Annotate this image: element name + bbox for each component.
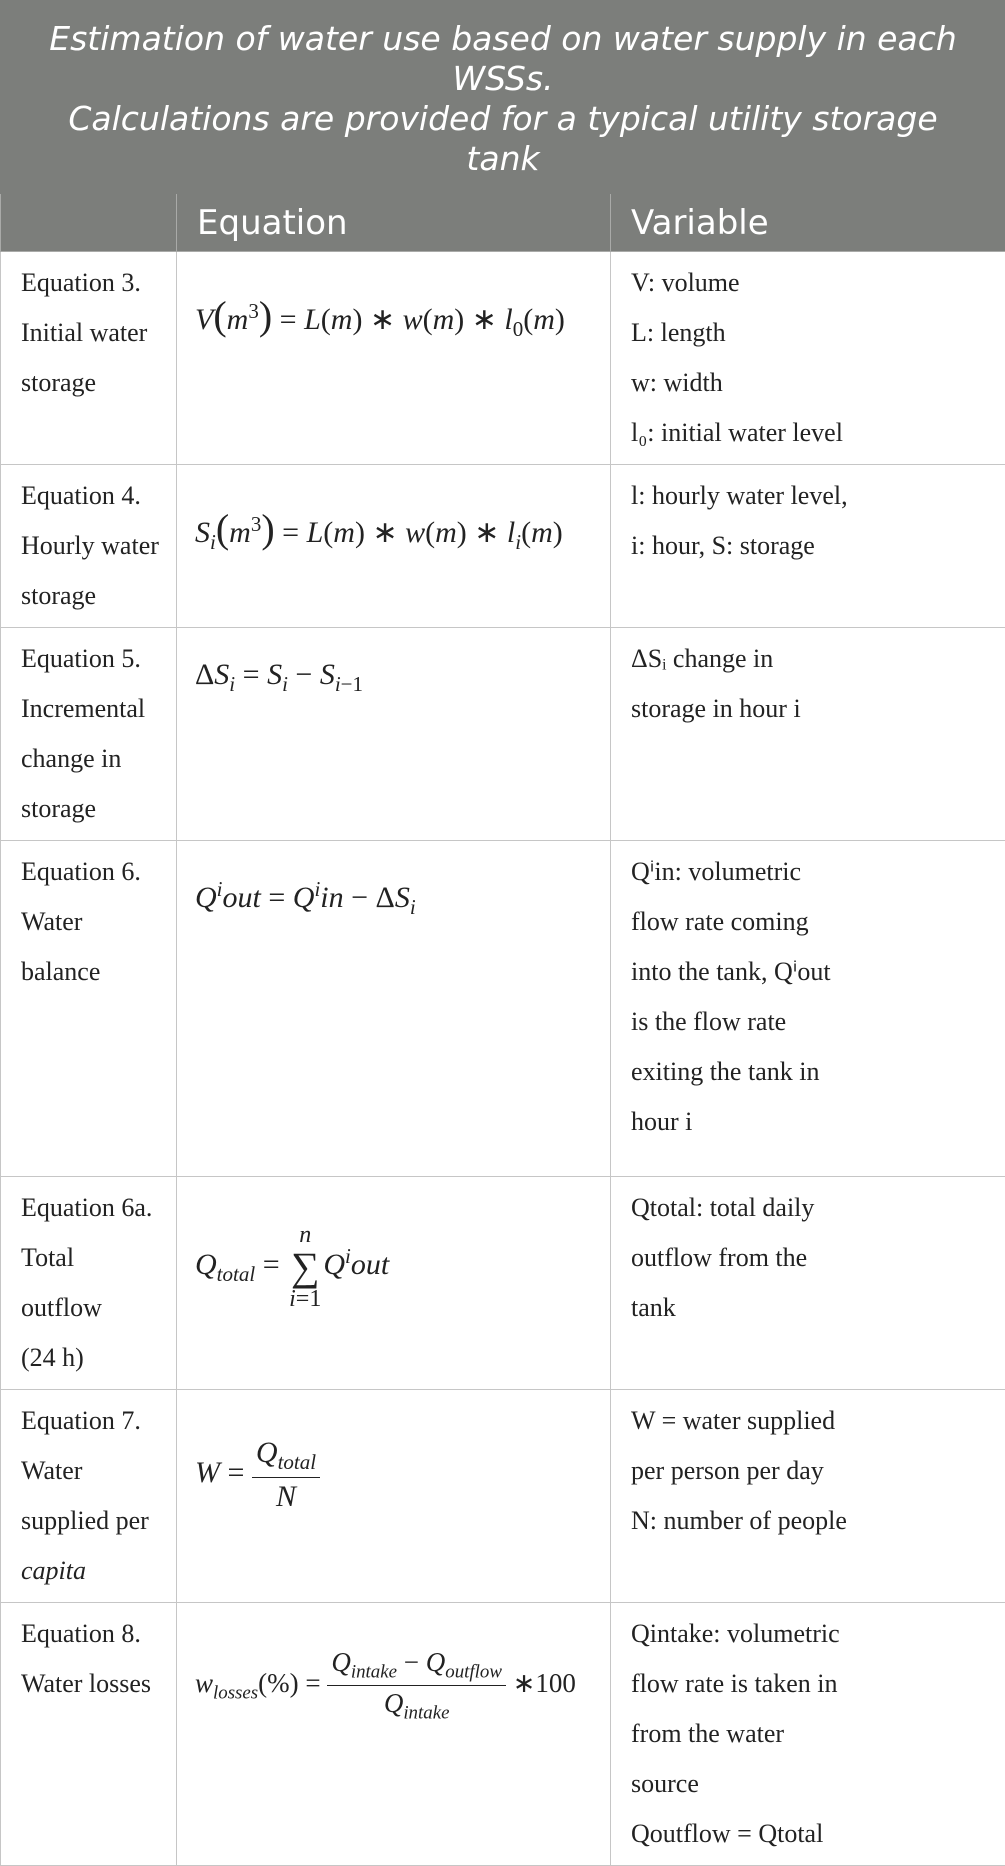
label-line: Hourly water [21,521,160,571]
variable-line: l: hourly water level, [631,471,995,521]
equation-formula: W = $\frac{Q_{total}}{N}$ [195,1436,592,1514]
variable-line: tank [631,1283,995,1333]
label-line: Water [21,1446,160,1496]
row-label [1,465,177,628]
row-variable [611,252,1005,465]
row-equation [177,252,611,465]
table-row [1,841,1005,1177]
header-equation: Equation [177,194,611,252]
label-line: storage [21,784,160,834]
variable-line: Qtotal: total daily [631,1183,995,1233]
variable-line: Qⁱin: volumetric [631,847,995,897]
label-line: Initial water [21,308,160,358]
row-label [1,628,177,841]
label-line: Equation 3. [21,258,160,308]
label-line: Total outflow [21,1233,160,1333]
label-line: Equation 4. [21,471,160,521]
label-line: Incremental [21,684,160,734]
table-header-row [1,194,1005,252]
table-row [1,1177,1005,1390]
caption-line: Calculations are provided for a typical utility storage [21,99,985,139]
row-variable [611,1390,1005,1603]
variable-line: V: volume [631,258,995,308]
label-line: Equation 7. [21,1396,160,1446]
label-line: Equation 6. [21,847,160,897]
caption-line: WSSs. [21,59,985,99]
variable-line: exiting the tank in [631,1047,995,1097]
variable-line: per person per day [631,1446,995,1496]
table-row [1,1390,1005,1603]
variable-line: source [631,1759,995,1809]
table-row [1,628,1005,841]
variable-line: W = water supplied [631,1396,995,1446]
variable-line: i: hour, S: storage [631,521,995,571]
variable-line: flow rate coming [631,897,995,947]
label-line: capita [21,1546,160,1596]
variable-line: outflow from the [631,1233,995,1283]
variable-line: N: number of people [631,1496,995,1546]
variable-line: from the water [631,1709,995,1759]
row-equation [177,628,611,841]
row-variable [611,841,1005,1177]
label-line: Equation 5. [21,634,160,684]
row-variable [611,628,1005,841]
label-line: Equation 6a. [21,1183,160,1233]
label-line: Equation 8. [21,1609,160,1659]
variable-line: w: width [631,358,995,408]
header-label [1,194,177,252]
table-row [1,1603,1005,1866]
label-line: Water balance [21,897,160,997]
variable-line: is the flow rate [631,997,995,1047]
equation-formula: $\Delta S_i = S_i - S_{i-1}$ [195,658,592,697]
variable-line: Qintake: volumetric [631,1609,995,1659]
label-line: supplied per [21,1496,160,1546]
table-row [1,252,1005,465]
row-label [1,1390,177,1603]
equation-formula: $S_i(m^3) = L(m)$ ∗ w(m) ∗ $l_i(m)$ [195,505,592,555]
variable-line: flow rate is taken in [631,1659,995,1709]
table-caption-row [1,1,1005,194]
table-caption [1,1,1005,194]
row-label [1,1603,177,1866]
header-variable: Variable [611,194,1005,252]
row-variable [611,1603,1005,1866]
variable-line: L: length [631,308,995,358]
row-label [1,1177,177,1390]
row-variable [611,1177,1005,1390]
label-line: Water losses [21,1659,160,1709]
variable-line: ΔSᵢ change in [631,634,995,684]
row-equation [177,1390,611,1603]
equation-formula: $w_{losses}(\%)$ = $\frac{Q_{intake} - Q_{outflow}}{Q_{intake}}$ ∗100 [195,1647,592,1725]
variable-line: hour i [631,1097,995,1147]
label-line: storage [21,571,160,621]
variable-line: l₀: initial water level [631,408,995,458]
row-variable [611,465,1005,628]
caption-line: Estimation of water use based on water supply in each [21,19,985,59]
label-line: storage [21,358,160,408]
row-equation [177,1177,611,1390]
variable-line: Qoutflow = Qtotal [631,1809,995,1859]
table-row [1,465,1005,628]
row-equation [177,1603,611,1866]
row-equation [177,841,611,1177]
equation-formula: $Q^iout = Q^iin - \Delta S_i$ [195,877,592,920]
label-line: (24 h) [21,1333,160,1383]
caption-line: tank [21,139,985,179]
equation-formula: $Q_{total}$ = n ∑ i=1 $Q^iout$ [195,1223,592,1311]
label-line: change in [21,734,160,784]
row-label [1,841,177,1177]
row-label [1,252,177,465]
variable-line: into the tank, Qⁱout [631,947,995,997]
row-equation [177,465,611,628]
variable-line: storage in hour i [631,684,995,734]
equation-formula: $V(m^3) = L(m)$ ∗ w(m) ∗ $l_0(m)$ [195,292,592,342]
